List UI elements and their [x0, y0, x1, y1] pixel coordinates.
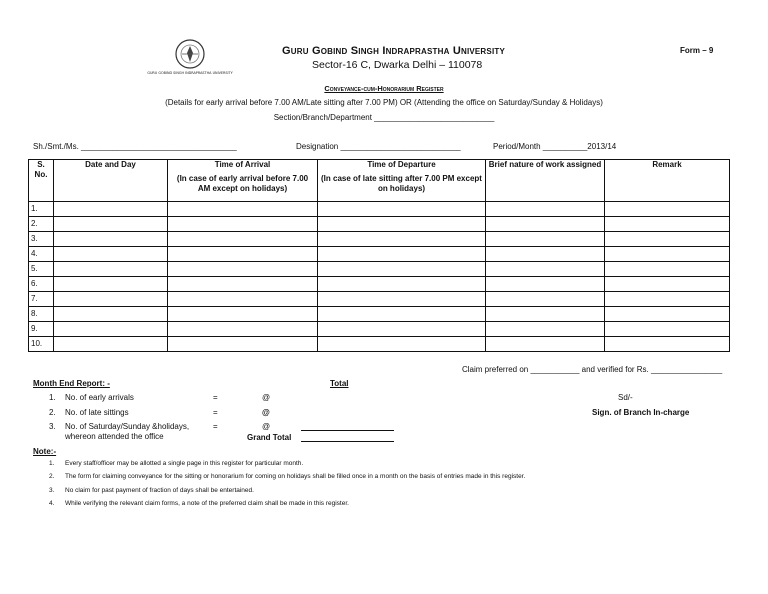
branch-incharge-signature: Sign. of Branch In-charge — [592, 408, 690, 417]
header-departure-sub: (In case of late sitting after 7.00 PM except on holidays) — [321, 174, 482, 193]
table-cell — [168, 292, 318, 307]
table-cell — [54, 292, 168, 307]
table-cell — [168, 202, 318, 217]
table-cell — [168, 322, 318, 337]
table-cell — [54, 322, 168, 337]
note-text: While verifying the relevant claim forms, a note of the preferred claim shall be made in this register. — [65, 500, 349, 507]
grand-total-label: Grand Total — [247, 433, 292, 442]
table-row — [29, 217, 730, 232]
table-cell — [318, 307, 486, 322]
header-date: Date and Day — [54, 160, 168, 202]
table-row — [29, 247, 730, 262]
table-cell — [486, 322, 605, 337]
table-cell — [54, 307, 168, 322]
report-item-number: 2. — [49, 408, 56, 417]
table-cell — [486, 262, 605, 277]
table-cell — [605, 247, 730, 262]
table-row — [29, 322, 730, 337]
table-row — [29, 262, 730, 277]
row-number: 4. — [29, 247, 54, 262]
note-text: No claim for past payment of fraction of days shall be entertained. — [65, 487, 254, 494]
report-item-label: No. of late sittings — [65, 408, 129, 417]
table-cell — [605, 337, 730, 352]
table-cell — [486, 232, 605, 247]
period-field: Period/Month __________2013/14 — [493, 142, 617, 151]
table-cell — [54, 262, 168, 277]
table-cell — [486, 277, 605, 292]
note-text: The form for claiming conveyance for the sitting or honorarium for coming on holidays shall be filled once in a month on the basis of entries made in this register. — [65, 473, 526, 480]
name-field: Sh./Smt./Ms. ___________________________________ — [33, 142, 237, 151]
table-cell — [605, 292, 730, 307]
note-number: 1. — [49, 460, 55, 467]
row-number: 9. — [29, 322, 54, 337]
table-row — [29, 277, 730, 292]
table-cell — [54, 277, 168, 292]
table-cell — [318, 202, 486, 217]
table-cell — [168, 247, 318, 262]
sd-label: Sd/- — [618, 393, 633, 402]
row-number: 8. — [29, 307, 54, 322]
register-details: (Details for early arrival before 7.00 AM/Late sitting after 7.00 PM) OR (Attending the office on Saturday/Sunday & Holidays) — [165, 98, 603, 107]
table-cell — [318, 217, 486, 232]
note-number: 2. — [49, 473, 55, 480]
row-number: 6. — [29, 277, 54, 292]
report-item-equals: = — [213, 393, 218, 402]
header-arrival-sub: (In case of early arrival before 7.00 AM except on holidays) — [176, 174, 309, 193]
table-cell — [54, 247, 168, 262]
table-cell — [486, 247, 605, 262]
table-cell — [318, 262, 486, 277]
total-label: Total — [330, 379, 349, 388]
row-number: 2. — [29, 217, 54, 232]
row-number: 1. — [29, 202, 54, 217]
report-item-at: @ — [262, 408, 270, 417]
report-item-number: 3. — [49, 422, 56, 431]
table-cell — [168, 262, 318, 277]
table-header-row — [29, 160, 730, 202]
report-item-label: No. of early arrivals — [65, 393, 134, 402]
table-cell — [168, 337, 318, 352]
table-cell — [54, 202, 168, 217]
table-cell — [486, 202, 605, 217]
table-cell — [168, 277, 318, 292]
table-cell — [318, 247, 486, 262]
university-address: Sector-16 C, Dwarka Delhi – 110078 — [312, 59, 483, 71]
claim-line: Claim preferred on ___________ and verified for Rs. ________________ — [462, 365, 723, 374]
table-cell — [168, 217, 318, 232]
report-item-label: No. of Saturday/Sunday &holidays, — [65, 422, 190, 431]
header-departure — [318, 160, 486, 202]
table-cell — [318, 337, 486, 352]
header-arrival — [168, 160, 318, 202]
table-row — [29, 232, 730, 247]
table-cell — [605, 322, 730, 337]
report-item-at: @ — [262, 393, 271, 402]
row-number: 3. — [29, 232, 54, 247]
section-field: Section/Branch/Department ___________________________ — [273, 113, 495, 122]
table-row — [29, 307, 730, 322]
table-cell — [605, 262, 730, 277]
svg-text:GURU GOBIND SINGH INDRAPRASTHA: GURU GOBIND SINGH INDRAPRASTHA UNIVERSITY — [147, 71, 233, 75]
designation-field: Designation ___________________________ — [296, 142, 461, 151]
report-item-label-continued: whereon attended the office — [65, 432, 164, 441]
table-cell — [318, 277, 486, 292]
total-line-2 — [301, 441, 394, 442]
table-cell — [54, 337, 168, 352]
table-cell — [486, 337, 605, 352]
table-cell — [168, 307, 318, 322]
register-table — [28, 159, 730, 352]
table-cell — [605, 232, 730, 247]
note-number: 4. — [49, 500, 55, 507]
row-number: 7. — [29, 292, 54, 307]
report-item-number: 1. — [49, 393, 56, 402]
form-number: Form – 9 — [680, 46, 714, 55]
table-cell — [168, 232, 318, 247]
table-row — [29, 202, 730, 217]
table-cell — [54, 232, 168, 247]
row-number: 10. — [29, 337, 54, 352]
header-remark: Remark — [605, 160, 730, 202]
table-cell — [605, 202, 730, 217]
note-text: Every staff/officer may be allotted a single page in this register for particular month. — [65, 460, 304, 467]
table-cell — [486, 217, 605, 232]
university-logo — [147, 38, 233, 88]
report-item-at: @ — [262, 422, 271, 431]
table-cell — [318, 322, 486, 337]
table-cell — [605, 217, 730, 232]
table-cell — [486, 292, 605, 307]
table-cell — [605, 307, 730, 322]
month-end-report-title: Month End Report: - — [33, 379, 110, 388]
row-number: 5. — [29, 262, 54, 277]
note-number: 3. — [49, 487, 55, 494]
table-cell — [318, 292, 486, 307]
report-item-equals: = — [213, 408, 218, 417]
table-row — [29, 292, 730, 307]
table-cell — [54, 217, 168, 232]
report-item-equals: = — [213, 422, 218, 431]
header-arrival-label: Time of Arrival — [214, 160, 271, 169]
register-title: Conveyance-cum-Honorarium Register — [324, 84, 444, 93]
table-cell — [318, 232, 486, 247]
table-cell — [486, 307, 605, 322]
notes-title: Note:- — [33, 447, 57, 456]
header-nature: Brief nature of work assigned — [486, 160, 605, 202]
header-departure-label: Time of Departure — [367, 160, 436, 169]
table-row — [29, 337, 730, 352]
university-name: Guru Gobind Singh Indraprastha University — [282, 45, 505, 57]
header-sno: S. No. — [29, 160, 54, 202]
total-line-1 — [301, 430, 394, 431]
table-cell — [605, 277, 730, 292]
